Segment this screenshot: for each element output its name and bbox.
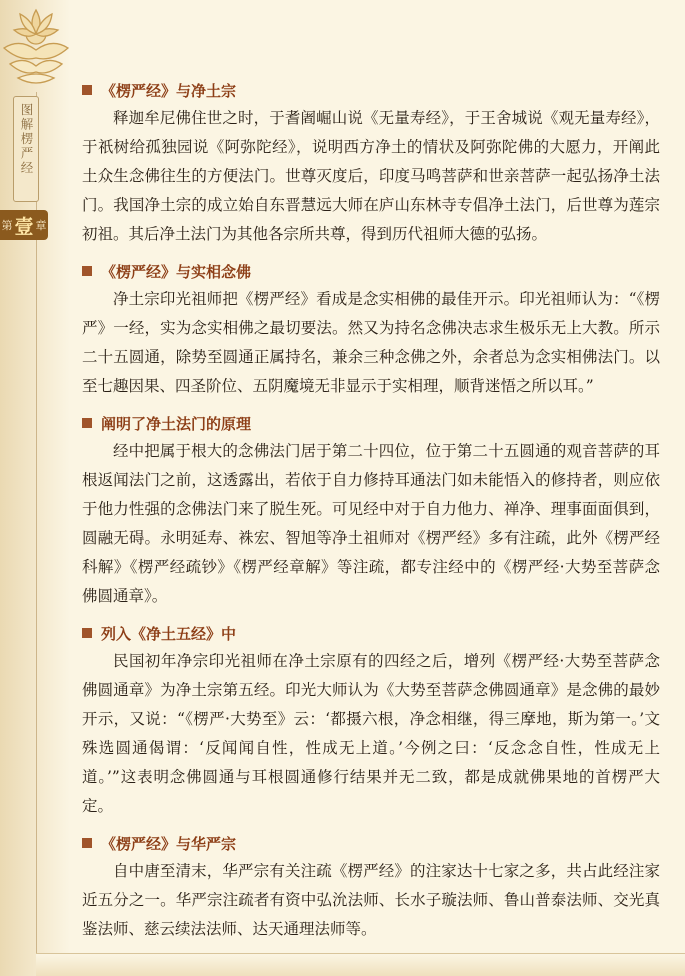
main-content [82,76,660,952]
book-title-label: 图解楞严经 [19,103,34,176]
section-huayanzong [82,829,660,944]
section-heading-text: 《楞严经》与实相念佛 [101,262,252,281]
chapter-prefix: 第 [1,219,13,232]
section-shixiang-nianfo [82,257,660,401]
section-heading [82,829,660,857]
section-heading-text: 列入《净土五经》中 [101,624,237,643]
section-heading-text: 《楞严经》与净土宗 [101,81,237,100]
bottom-border [36,953,685,976]
square-bullet-icon [82,628,92,638]
chapter-number: 壹 [14,215,34,238]
section-heading [82,619,660,647]
section-body: 净土宗印光祖师把《楞严经》看成是念实相佛的最佳开示。印光祖师认为：“《楞严》一经，实为念实相佛之最切要法。然又为持名念佛决志求生极乐无上大教。所示二十五圆通，除势至圆通正属持名，兼余三种念佛之外，余者总为念实相佛法门。以至七趣因果、四圣阶位、五阴魔境无非显示于实相理，顺背迷悟之所以耳。” [82,290,660,395]
square-bullet-icon [82,838,92,848]
chapter-suffix: 章 [35,219,47,232]
chapter-tab [0,210,48,240]
section-heading-text: 《楞严经》与华严宗 [101,834,237,853]
section-heading [82,76,660,104]
section-jingtu-wujing [82,619,660,821]
lotus-ornament-icon [0,0,80,96]
square-bullet-icon [82,266,92,276]
square-bullet-icon [82,85,92,95]
square-bullet-icon [82,418,92,428]
section-heading [82,257,660,285]
section-body: 民国初年净宗印光祖师在净土宗原有的四经之后，增列《楞严经·大势至菩萨念佛圆通章》为净土宗第五经。印光大师认为《大势至菩萨念佛圆通章》是念佛的最妙开示，又说：“《楞严·大势至》云：‘都摄六根，净念相继，得三摩地，斯为第一。’文殊选圆通偈谓：‘反闻闻自性，性成无上道。’今例之曰：‘反念念自性，性成无上道。’”这表明念佛圆通与耳根圆通修行结果并无二致，都是成就佛果地的首楞严大定。 [82,652,660,815]
section-body: 释迦牟尼佛住世之时，于耆阇崛山说《无量寿经》，于王舍城说《观无量寿经》，于祇树给孤独园说《阿弥陀经》，说明西方净土的情状及阿弥陀佛的大愿力，开阐此土众生念佛往生的方便法门。世尊灭度后，印度马鸣菩萨和世亲菩萨一起弘扬净土法门。我国净土宗的成立始自东晋慧远大师在庐山东林寺专倡净土法门，后世尊为莲宗初祖。其后净土法门为其他各宗所共尊，得到历代祖师大德的弘扬。 [82,109,660,243]
section-yuanli [82,409,660,611]
section-heading [82,409,660,437]
section-body: 经中把属于根大的念佛法门居于第二十四位，位于第二十五圆通的观音菩萨的耳根返闻法门之前，这透露出，若依于自力修持耳通法门如未能悟入的修持者，则应依于他力性强的念佛法门来了脱生死。可见经中对于自力他力、禅净、理事面面俱到，圆融无碍。永明延寿、袾宏、智旭等净土祖师对《楞严经》多有注疏，此外《楞严经科解》《楞严经疏钞》《楞严经章解》等注疏，都专注经中的《楞严经·大势至菩萨念佛圆通章》。 [82,442,660,605]
section-jingtuzong [82,76,660,249]
section-heading-text: 阐明了净土法门的原理 [101,414,252,433]
book-title-tab [13,96,39,202]
section-body: 自中唐至清末，华严宗有关注疏《楞严经》的注家达十七家之多，共占此经注家近五分之一。华严宗注疏者有资中弘沇法师、长水子璇法师、鲁山普泰法师、交光真鉴法师、慈云续法法师、达天通理法师等。 [82,862,660,938]
